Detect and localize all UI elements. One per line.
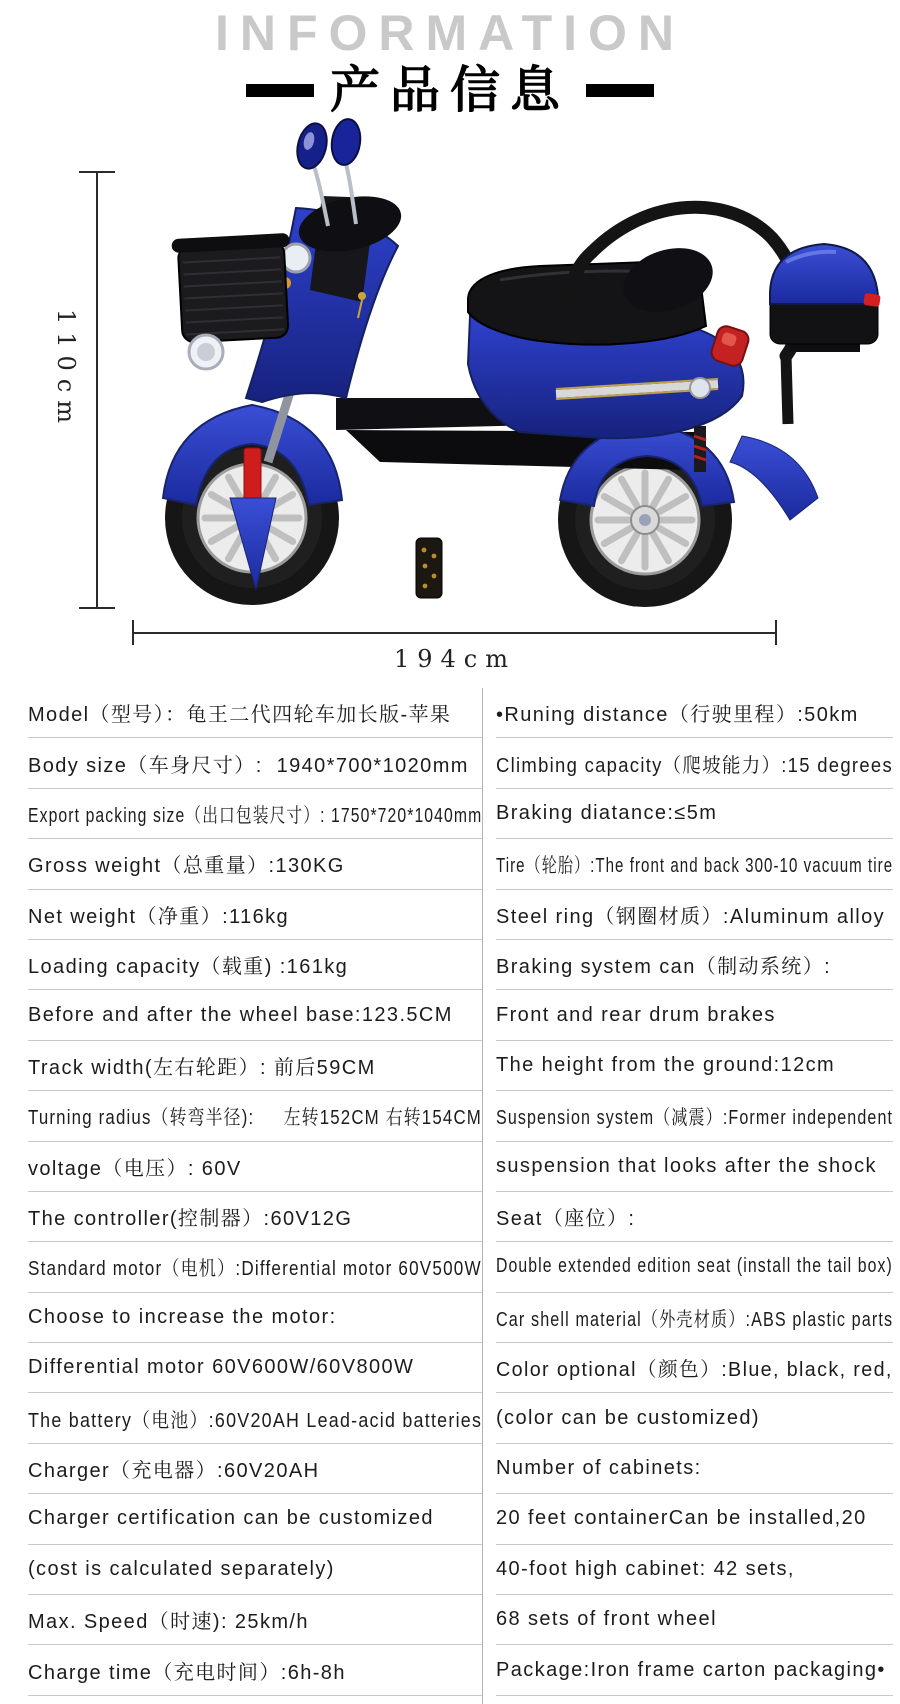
spec-row bbox=[28, 1444, 482, 1494]
spec-row bbox=[28, 1192, 482, 1242]
spec-row bbox=[496, 890, 893, 940]
spec-row bbox=[496, 1343, 893, 1393]
spec-text: Package:Iron frame carton packaging• bbox=[496, 1658, 886, 1681]
spec-text: (cost is calculated separately) bbox=[28, 1557, 335, 1580]
spec-text: Double extended edition seat (install the tail box) bbox=[496, 1255, 893, 1278]
page-title-cn-text: 产品信息 bbox=[330, 61, 570, 119]
spec-row bbox=[496, 839, 893, 889]
scooter-photo bbox=[0, 0, 900, 690]
spec-text: The battery（电池）:60V20AH Lead-acid batteries bbox=[28, 1409, 483, 1432]
spec-row bbox=[28, 688, 482, 738]
spec-text: The height from the ground:12cm bbox=[496, 1053, 836, 1076]
spec-row bbox=[28, 1343, 482, 1393]
spec-text: Body size（车身尺寸）: 1940*700*1020mm bbox=[28, 754, 469, 777]
spec-text: Standard motor（电机）:Differential motor 60V500W bbox=[28, 1258, 482, 1281]
spec-row bbox=[28, 1242, 482, 1292]
spec-row bbox=[496, 1595, 893, 1645]
spec-text: Seat（座位）: bbox=[496, 1208, 636, 1231]
spec-text: suspension that looks after the shock bbox=[496, 1154, 877, 1177]
spec-row bbox=[496, 738, 893, 788]
spec-text: Track width(左右轮距）: 前后59CM bbox=[28, 1056, 376, 1079]
spec-row bbox=[28, 890, 482, 940]
spec-text: Charger certification can be customized bbox=[28, 1507, 434, 1530]
product-figure bbox=[0, 0, 900, 690]
spec-row bbox=[28, 1595, 482, 1645]
spec-row bbox=[28, 940, 482, 990]
height-dimension-line bbox=[96, 172, 98, 608]
spec-text: •Runing distance（行驶里程）:50km bbox=[496, 704, 859, 727]
width-dimension-label: 194cm bbox=[393, 645, 516, 673]
spec-text: Net weight（净重）:116kg bbox=[28, 905, 290, 928]
spec-text: Steel ring（钢圈材质）:Aluminum alloy bbox=[496, 905, 886, 928]
spec-text: Gross weight（总重量）:130KG bbox=[28, 855, 345, 878]
spec-text: Charge time（充电时间）:6h-8h bbox=[28, 1661, 346, 1684]
spec-column-right bbox=[482, 688, 893, 1704]
page-title-en: INFORMATION bbox=[214, 5, 686, 61]
spec-text: Model（型号）：龟王二代四轮车加长版-苹果 bbox=[28, 704, 452, 727]
height-dimension-label: 110cm bbox=[52, 308, 80, 432]
spec-row bbox=[28, 1142, 482, 1192]
spec-text: 68 sets of front wheel bbox=[496, 1608, 717, 1631]
height-dimension-tick-top bbox=[79, 171, 115, 173]
spec-row bbox=[28, 789, 482, 839]
spec-text: Braking system can（制动系统）: bbox=[496, 956, 832, 979]
spec-text: Car shell material（外壳材质）:ABS plastic parts bbox=[496, 1308, 894, 1331]
spec-text: Before and after the wheel base:123.5CM bbox=[28, 1003, 453, 1026]
spec-row bbox=[28, 1645, 482, 1695]
spec-row bbox=[28, 1494, 482, 1544]
spec-text: (color can be customized) bbox=[496, 1406, 760, 1429]
spec-row bbox=[28, 990, 482, 1040]
spec-row bbox=[496, 1494, 893, 1544]
width-dimension-tick-right bbox=[775, 620, 777, 645]
spec-row bbox=[496, 1545, 893, 1595]
spec-text: Color optional（颜色）:Blue, black, red, bbox=[496, 1359, 893, 1382]
spec-text: The controller(控制器）:60V12G bbox=[28, 1208, 353, 1231]
spec-text: voltage（电压）: 60V bbox=[28, 1157, 242, 1180]
spec-text: Front and rear drum brakes bbox=[496, 1003, 776, 1026]
width-dimension-tick-left bbox=[132, 620, 134, 645]
height-dimension-tick-bottom bbox=[79, 607, 115, 609]
spec-row bbox=[496, 1242, 893, 1292]
spec-text: Climbing capacity（爬坡能力）:15 degrees bbox=[496, 754, 893, 777]
spec-row bbox=[496, 940, 893, 990]
spec-text: 20 feet containerCan be installed,20 bbox=[496, 1507, 867, 1530]
spec-row bbox=[496, 1393, 893, 1443]
spec-text: Number of cabinets: bbox=[496, 1457, 702, 1480]
spec-row bbox=[28, 1545, 482, 1595]
spec-text: Choose to increase the motor: bbox=[28, 1305, 337, 1328]
spec-row bbox=[28, 1393, 482, 1443]
spec-text: Braking diatance:≤5m bbox=[496, 801, 718, 824]
spec-row bbox=[496, 1041, 893, 1091]
spec-row bbox=[496, 1142, 893, 1192]
spec-row bbox=[496, 1091, 893, 1141]
spec-text: Export packing size（出口包装尺寸）: 1750*720*1040mm bbox=[28, 804, 483, 827]
spec-row bbox=[28, 738, 482, 788]
spec-row bbox=[28, 839, 482, 889]
spec-row bbox=[496, 1293, 893, 1343]
spec-column-left bbox=[28, 688, 482, 1696]
spec-row bbox=[28, 1041, 482, 1091]
spec-row bbox=[496, 990, 893, 1040]
spec-row bbox=[496, 1444, 893, 1494]
spec-row bbox=[496, 1645, 893, 1695]
spec-text: Loading capacity（载重) :161kg bbox=[28, 956, 349, 979]
spec-text: Tire（轮胎）:The front and back 300-10 vacuum tire bbox=[496, 855, 894, 878]
spec-row bbox=[28, 1091, 482, 1141]
spec-row bbox=[496, 1192, 893, 1242]
spec-text: Max. Speed（时速): 25km/h bbox=[28, 1611, 309, 1634]
spec-text: Differential motor 60V600W/60V800W bbox=[28, 1356, 415, 1379]
spec-row bbox=[496, 688, 893, 738]
spec-text: Charger（充电器）:60V20AH bbox=[28, 1460, 320, 1483]
spec-text: Turning radius（转弯半径): 左转152CM 右转154CM bbox=[28, 1107, 483, 1130]
spec-row bbox=[28, 1293, 482, 1343]
spec-text: Suspension system（减震）:Former independent bbox=[496, 1107, 894, 1130]
spec-text: 40-foot high cabinet: 42 sets, bbox=[496, 1557, 795, 1580]
spec-row bbox=[496, 789, 893, 839]
width-dimension-line bbox=[133, 632, 777, 634]
